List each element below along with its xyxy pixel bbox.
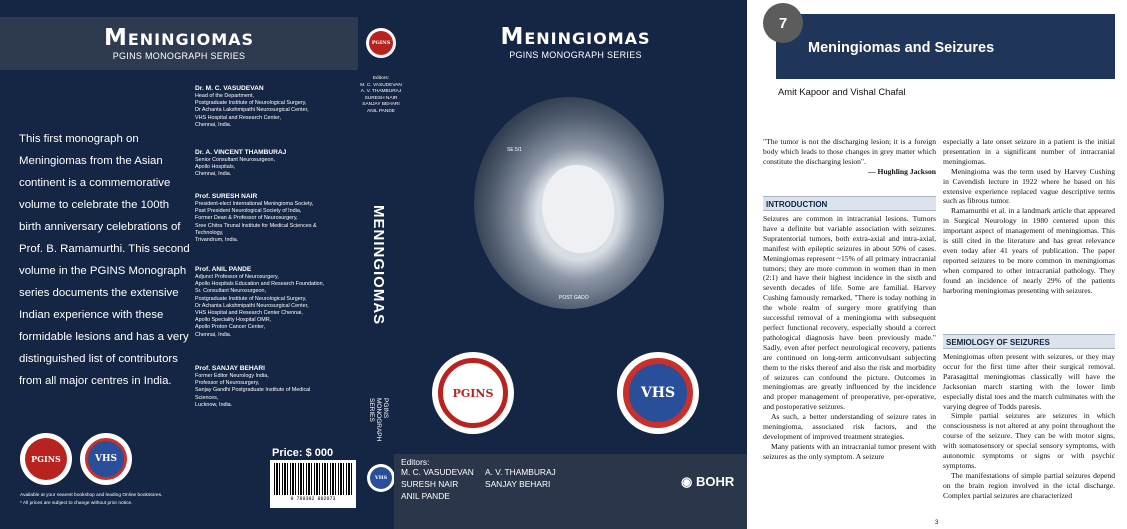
bio-line: President-elect International Meningioma Society, bbox=[195, 201, 314, 207]
bio-line: Sree Chitra Tirunal Institute for Medical Sciences & bbox=[195, 222, 317, 229]
bio-line: Apollo Hospitals Education and Research Foundation, bbox=[195, 281, 325, 288]
tumor-mass bbox=[542, 165, 614, 253]
spine-editor: A. V. THAMBURAJ bbox=[360, 89, 402, 95]
spine-pgins-logo: PGINS bbox=[366, 28, 396, 58]
semiology-paragraph: Meningiomas often present with seizures, or they may occur for the first time after their surgical removal. Parasagittal meningiomas classically will have the Jacksonian march starting with the lower limb especially distal toes and the march culminates with the varying degree of Todds paresis. bbox=[943, 352, 1115, 411]
vhs-logo: VHS bbox=[80, 433, 132, 485]
right-column bbox=[943, 137, 1115, 296]
bio-line: VHS Hospital and Research Center Chennai, bbox=[195, 310, 303, 317]
spine-vhs-logo: VHS bbox=[367, 464, 395, 492]
barcode-bars bbox=[274, 463, 352, 495]
bio-line: Dr Achanta Lakshmipathi Neurosurgical Center, bbox=[195, 302, 309, 309]
back-title: Meningiomas bbox=[103, 25, 255, 51]
bio-line: Technology, bbox=[195, 229, 224, 236]
bio-line: Past President Neurological Society of India, bbox=[195, 208, 302, 215]
bio-line: Adjunct Professor of Neurosurgery, bbox=[195, 274, 279, 280]
bio-line: Chennai, India. bbox=[195, 171, 232, 178]
back-blurb: This first monograph on Meningiomas from the Asian continent is a commemorative volume to celebrate the 100th birth anniversary celebrations of Prof. B. Ramamurthi. This second volume in the PGINS Monograph series documents the extensive Indian experience with these formidable lesions and has a very distinguished list of contributors from all major centres in India. bbox=[19, 133, 190, 387]
bio-name: Prof. SANJAY BEHARI bbox=[195, 365, 265, 372]
chapter-number: 7 bbox=[763, 3, 803, 43]
body-paragraph: Ramamurthi et al. in a landmark article that appeared in Surgical Neurology in 1980 centered upon this important aspect of management of meningiomas. This is still cited in the literature and has great relevance even today after 41 years of publication. The paper reported seizures to be more common in meningiomas when compared to other intracranial pathology. They found an incidence of nearly 29% of the patients harboring meningiomas presenting with seizures. bbox=[943, 206, 1115, 295]
isbn-number: 9 789392 892073 bbox=[290, 496, 336, 502]
availability-note: Available at your nearest bookshop and leading Online bookstores. bbox=[20, 493, 163, 498]
bio-line: Former Dean & Professor of Neurosurgery, bbox=[195, 215, 298, 222]
chapter-title: Meningiomas and Seizures bbox=[808, 40, 995, 56]
price-note: * All prices are subject to change without prior notice. bbox=[20, 501, 133, 506]
bio-name: Prof. ANIL PANDE bbox=[195, 266, 252, 273]
publisher-logo bbox=[681, 474, 734, 490]
front-vhs-logo: VHS bbox=[617, 352, 699, 434]
epigraph-quote: "The tumor is not the discharging lesion; it is a foreign body which leads to those changes in grey matter which constitute the discharging lesion". bbox=[763, 137, 936, 166]
front-title: Meningiomas bbox=[500, 24, 651, 50]
semiology-paragraph: Simple partial seizures are seizures in which consciousness is not altered at any point throughout the course of the seizure. They can be with motor signs, with somatosensory or special sensory symptoms, with autonomic symptoms or signs or with psychic symptoms. bbox=[943, 411, 1115, 470]
bohr-icon: ◉ bbox=[681, 474, 696, 489]
body-paragraph: especially a late onset seizure in a patient is the initial presentation in a significant number of intracranial meningiomas. bbox=[943, 137, 1115, 166]
front-editor: SURESH NAIR bbox=[401, 479, 459, 489]
bio-line: Trivandrum, India. bbox=[195, 237, 239, 244]
intro-paragraph: Many patients with an intracranial tumor present with seizures as the only symptom. A seizure bbox=[763, 441, 936, 461]
bio-name: Dr. A. VINCENT THAMBURAJ bbox=[195, 149, 287, 156]
front-editor: A. V. THAMBURAJ bbox=[485, 467, 556, 477]
section-heading-semiology: SEMIOLOGY OF SEIZURES bbox=[943, 334, 1115, 349]
bio-line: Head of the Department, bbox=[195, 93, 255, 99]
bio-line: Apollo Speciality Hospital OMR, bbox=[195, 317, 272, 324]
bio-line: Former Editor Neurology India, bbox=[195, 373, 269, 379]
bio-line: Postgraduate Institute of Neurological Surgery, bbox=[195, 295, 307, 302]
bio-name: Dr. M. C. VASUDEVAN bbox=[195, 85, 264, 92]
back-series: PGINS MONOGRAPH SERIES bbox=[112, 51, 246, 61]
spine-editors-label: Editors: bbox=[372, 76, 390, 81]
front-pgins-logo: PGINS bbox=[432, 352, 514, 434]
bio-vasudevan bbox=[195, 84, 355, 129]
mri-label-top: SE 5/1 bbox=[507, 147, 523, 153]
front-editor: ANIL PANDE bbox=[401, 491, 450, 501]
spine-editor: SURESH NAIR bbox=[364, 95, 398, 101]
back-title-bar bbox=[0, 17, 358, 70]
spine-editor: M. C. VASUDEVAN bbox=[360, 82, 402, 88]
bio-line: VHS Hospital and Research Center, bbox=[195, 114, 281, 121]
spine bbox=[358, 0, 404, 529]
spine-title: MENINGIOMAS bbox=[370, 205, 387, 326]
bio-line: Lucknow, India. bbox=[195, 401, 233, 408]
pgins-logo: PGINS bbox=[20, 433, 72, 485]
front-series: PGINS MONOGRAPH SERIES bbox=[509, 50, 642, 60]
introduction-text bbox=[763, 214, 936, 462]
bio-line: Sciences, bbox=[195, 394, 219, 401]
epigraph-attribution: — Hughling Jackson bbox=[868, 166, 936, 176]
bio-line: Professor of Neurosurgery, bbox=[195, 380, 260, 387]
left-column bbox=[763, 137, 936, 177]
section-heading-introduction: INTRODUCTION bbox=[763, 196, 936, 211]
mri-label-bottom: POST GADO bbox=[559, 295, 589, 301]
front-editors-box bbox=[394, 454, 747, 529]
semiology-paragraph: The manifestations of simple partial seizures depend on the brain region involved in the ictal discharge. Complex partial seizures are characterized bbox=[943, 470, 1115, 500]
spine-editors bbox=[358, 76, 404, 116]
publisher-name: BOHR bbox=[695, 474, 735, 489]
bio-line: Sr. Consultant Neurosurgeon, bbox=[195, 288, 267, 295]
front-editors-label: Editors: bbox=[401, 457, 430, 467]
front-editor: M. C. VASUDEVAN bbox=[401, 467, 474, 477]
semiology-text bbox=[943, 352, 1115, 501]
bio-line: Senior Consultant Neurosurgeon, bbox=[195, 157, 276, 163]
isbn-barcode bbox=[270, 460, 356, 508]
intro-paragraph: Seizures are common in intracranial lesions. Tumors have a definite but variable association with seizures. Supratentorial tumors, both extra-axial and intra-axial, manifest with epileptic seizures in about 50% of cases. Meningiomas represent ~15% of all primary intracranial tumors; they are more common in women than in men (2:1) and have their highest incidence in the sixth and seventh decades of life. Some are familial. Harvey Cushing famously remarked, "There is today nothing in the whole realm of surgery more gratifying than successful removal of a meningioma with subsequent perfect functional recovery, especially should a correct pathological diagnosis have been previously made." Sadly, even after perfect neurological recovery, patients are continued on long-term anticonvulsant subjecting them to the risks thereof and also the risk and morbidity of seizures can confound the picture. Outcomes in meningiomas are greatly influenced by the incidence and proper management of preoperative, per-operative, and postoperative seizures. bbox=[763, 214, 936, 412]
intro-paragraph: As such, a better understanding of seizure rates in meningioma, associated risk factors, and the development of improved treatment strategies. bbox=[763, 412, 936, 441]
bio-thamburaj bbox=[195, 148, 355, 179]
bio-line: Postgraduate Institute of Neurological Surgery, bbox=[195, 100, 307, 107]
mri-scan-image bbox=[474, 97, 664, 309]
page-number: 3 bbox=[935, 520, 939, 526]
chapter-authors: Amit Kapoor and Vishal Chafal bbox=[778, 86, 906, 97]
bio-line: Chennai, India. bbox=[195, 331, 232, 338]
bio-pande bbox=[195, 265, 355, 339]
spine-editor: SANJAY BEHARI bbox=[362, 102, 400, 108]
bio-line: Dr Achanta Lakshmipathi Neurosurgical Center, bbox=[195, 107, 309, 114]
bio-line: Chennai, India. bbox=[195, 121, 232, 128]
bio-nair bbox=[195, 192, 355, 244]
spine-series: PGINS MONOGRAPH SERIES bbox=[368, 398, 389, 442]
front-editor: SANJAY BEHARI bbox=[485, 479, 551, 489]
body-paragraph: Meningioma was the term used by Harvey Cushing in Cavendish lecture in 1922 where he based on his extensive experience replaced vague descriptive terms such as fibrous tumor. bbox=[943, 166, 1115, 206]
bio-behari bbox=[195, 364, 355, 409]
bio-line: Apollo Hospitals, bbox=[195, 164, 236, 171]
bio-line: Apollo Proton Cancer Center, bbox=[195, 324, 266, 331]
spine-editor: ANIL PANDE bbox=[367, 108, 395, 114]
bio-name: Prof. SURESH NAIR bbox=[195, 193, 258, 200]
price-label: Price: $ 000 bbox=[272, 447, 334, 459]
bio-line: Sanjay Gandhi Postgraduate Institute of Medical bbox=[195, 387, 311, 394]
